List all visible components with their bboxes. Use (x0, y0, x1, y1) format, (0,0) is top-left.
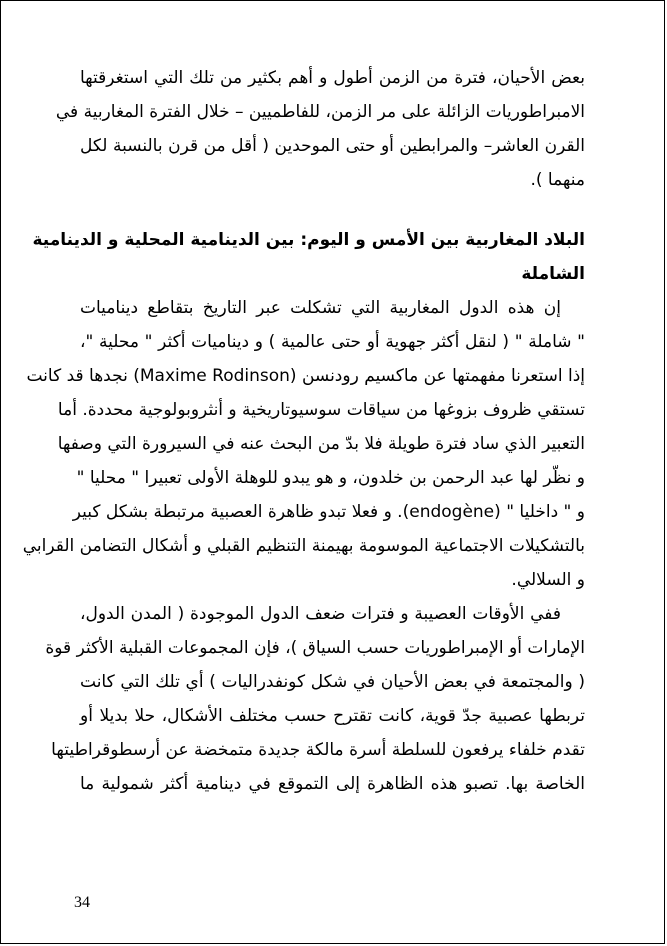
text-line: تقدم خلفاء يرفعون للسلطة أسرة مالكة جديدة متمخضة عن أرسطوقراطيتها (51, 740, 585, 760)
text-line: بعض الأحيان، فترة من الزمن أطول و أهم بكثير من تلك التي استغرقتها (80, 68, 585, 88)
text-line: الخاصة بها. تصبو هذه الظاهرة إلى التموقع في دينامية أكثر شمولية ما (80, 774, 585, 794)
text-line: ( والمجتمعة في بعض الأحيان في شكل كونفدراليات ) أي تلك التي كانت (80, 672, 585, 692)
paragraph-2 (22, 291, 585, 597)
paragraph-1 (55, 61, 585, 197)
text-line: إذا استعرنا مفهمتها عن ماكسيم رودنسن (Maxime Rodinson) نجدها قد كانت (26, 366, 585, 386)
page-number: 34 (74, 894, 90, 911)
text-line: و السلالي. (511, 570, 585, 590)
text-line: ففي الأوقات العصيبة و فترات ضعف الدول الموجودة ( المدن الدول، (80, 604, 561, 624)
heading-line: البلاد المغاربية بين الأمس و اليوم: بين الدينامية المحلية و الدينامية (32, 230, 585, 250)
paragraph-3 (45, 597, 585, 801)
text-line: بالتشكيلات الاجتماعية الموسومة بهيمنة التنظيم القبلي و أشكال التضامن القرابي (22, 536, 585, 556)
text-line: " شاملة " ( لنقل أكثر جهوية أو حتى عالمية ) و ديناميات أكثر " محلية "، (80, 332, 585, 352)
page-content (22, 61, 585, 801)
text-line: الامبراطوريات الزائلة على مر الزمن، للفاطميين – خلال الفترة المغاربية في (55, 102, 585, 122)
text-line: منهما ). (530, 170, 585, 190)
text-line: تربطها عصبية جدّ قوية، كانت تقترح حسب مختلف الأشكال، حلا بديلا أو (80, 706, 585, 726)
heading-line: الشاملة (521, 264, 585, 284)
text-line: و نظّر لها عبد الرحمن بن خلدون، و هو يبدو للوهلة الأولى تعبيرا " محليا " (76, 468, 585, 488)
text-line: التعبير الذي ساد فترة طويلة فلا بدّ من البحث عنه في السيرورة التي وصفها (57, 434, 585, 454)
text-line: إن هذه الدول المغاربية التي تشكلت عبر التاريخ بتقاطع ديناميات (80, 298, 561, 318)
section-heading (32, 223, 585, 291)
text-line: و " داخليا " (endogène). و فعلا تبدو ظاهرة العصبية مرتبطة بشكل كبير (72, 502, 585, 522)
text-line: تستقي ظروف بزوغها من سياقات سوسيوتاريخية و أنثروبولوجية محددة. أما (57, 400, 585, 420)
text-line: القرن العاشر– والمرابطين أو حتى الموحدين ( أقل من قرن بالنسبة لكل (80, 136, 585, 156)
text-line: الإمارات أو الإمبراطوريات حسب السياق )، فإن المجموعات القبلية الأكثر قوة (45, 638, 585, 658)
